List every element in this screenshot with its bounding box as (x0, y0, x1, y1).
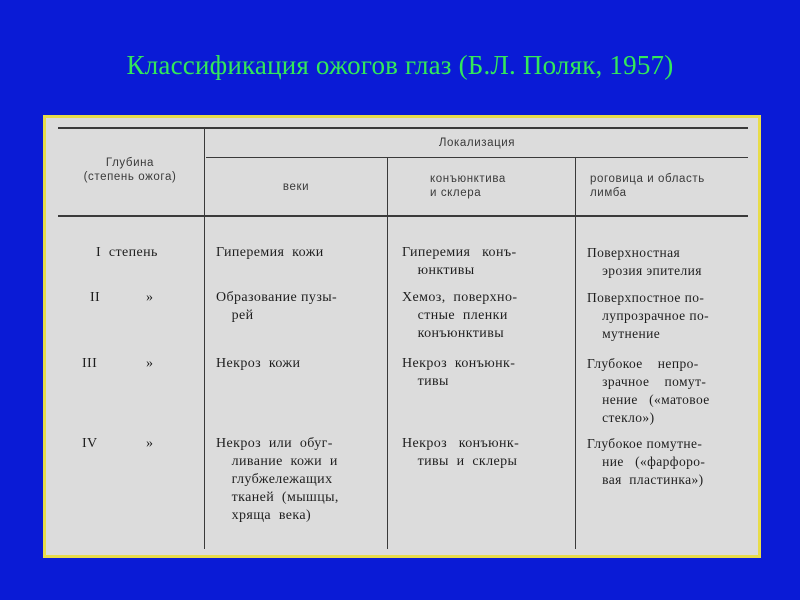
row-2-mark: » (146, 290, 154, 305)
row-4-conjunctiva: Некроз конъюнк- тивы и склеры (402, 436, 520, 469)
localization-underline (206, 157, 748, 158)
burn-classification-table (43, 115, 761, 558)
column-divider-1 (204, 129, 205, 549)
header-eyelids: веки (282, 181, 310, 193)
slide-title: Классификация ожогов глаз (Б.Л. Поляк, 1957) (126, 50, 674, 80)
row-1-conjunctiva: Гиперемия конъ- юнктивы (402, 245, 517, 278)
header-localization: Локализация (438, 137, 516, 149)
row-1-degree: I степень (96, 245, 158, 260)
row-3-cornea: Глубокое непро- зрачное помут- нение («матовое стекло») (587, 356, 710, 425)
row-4-degree: IV (82, 436, 98, 451)
row-1-cornea: Поверхностная эрозия эпителия (587, 245, 702, 278)
row-2-cornea: Поверхпостное по- лупрозрачное по- мутнение (587, 290, 710, 341)
row-3-eyelids: Некроз кожи (216, 356, 301, 371)
row-3-conjunctiva: Некроз конъюнк- тивы (402, 356, 516, 389)
header-bottom-rule (58, 215, 748, 217)
row-2-degree: II (90, 290, 101, 305)
header-cornea: роговица и область лимба (590, 173, 705, 199)
row-4-eyelids: Некроз или обуг- ливание кожи и глубжележащих тканей (мышцы, хряща века) (216, 436, 339, 523)
row-2-eyelids: Образование пузы- рей (216, 290, 338, 323)
row-3-degree: III (82, 356, 98, 371)
column-divider-2 (387, 158, 388, 549)
table-top-rule (58, 127, 748, 129)
row-4-cornea: Глубокое помутне- ние («фарфоро- вая пластинка») (587, 436, 706, 487)
table-content (46, 118, 758, 555)
header-depth: Глубина (степень ожога) (83, 157, 177, 183)
row-2-conjunctiva: Хемоз, поверхно- стные пленки конъюнктивы (402, 290, 518, 341)
column-divider-3 (575, 158, 576, 549)
row-4-mark: » (146, 436, 154, 451)
row-3-mark: » (146, 356, 154, 371)
row-1-eyelids: Гиперемия кожи (216, 245, 324, 260)
header-conjunctiva: конъюнктива и склера (430, 173, 506, 199)
